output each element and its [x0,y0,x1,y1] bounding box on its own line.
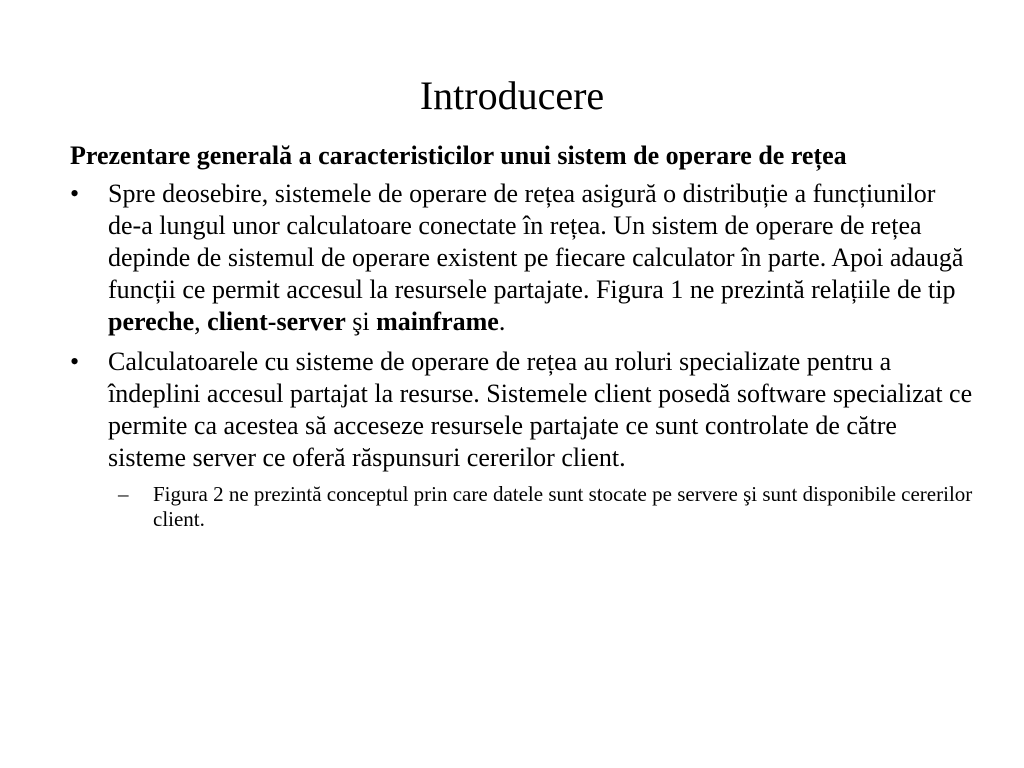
bullet-1-separator-1: , [194,307,208,336]
bullet-1-bold-client-server: client-server [207,307,346,336]
bullet-item-2 [70,346,975,474]
bullet-2-text: Calculatoarele cu sisteme de operare de rețea au roluri specializate pentru a îndeplini accesul partajat la resurse. Sistemele client posedă software specializat ce permite ca acestea să acceseze resursele partajate ce sunt controlate de către sisteme server ce oferă răspunsuri cererilor client. [108,347,973,472]
sub-bullet-text: Figura 2 ne prezintă conceptul prin care datele sunt stocate pe servere şi sunt disponibile cererilor client. [153,482,973,531]
bullet-1-end: . [498,307,506,336]
sub-bullet-item [70,482,975,532]
slide-title: Introducere [419,73,605,118]
subheading: Prezentare generală a caracteristicilor unui sistem de operare de rețea [70,141,847,170]
bullet-marker: • [70,179,80,208]
slide-content [70,140,975,532]
bullet-item-1 [70,178,975,338]
bullet-marker: • [70,347,80,376]
sub-bullet-marker: – [118,482,129,506]
bullet-1-separator-2: şi [345,307,377,336]
bullet-1-text: Spre deosebire, sistemele de operare de rețea asigură o distribuție a funcțiunilor de-a lungul unor calculatoare conectate în rețea. Un sistem de operare de rețea depinde de sistemul de operare existent pe fiecare calculator în parte. Apoi adaugă funcții ce permit accesul la resursele partajate. Figura 1 ne prezintă relațiile de tip [108,179,964,304]
bullet-1-bold-mainframe: mainframe [376,307,499,336]
bullet-1-bold-pereche: pereche [108,307,195,336]
